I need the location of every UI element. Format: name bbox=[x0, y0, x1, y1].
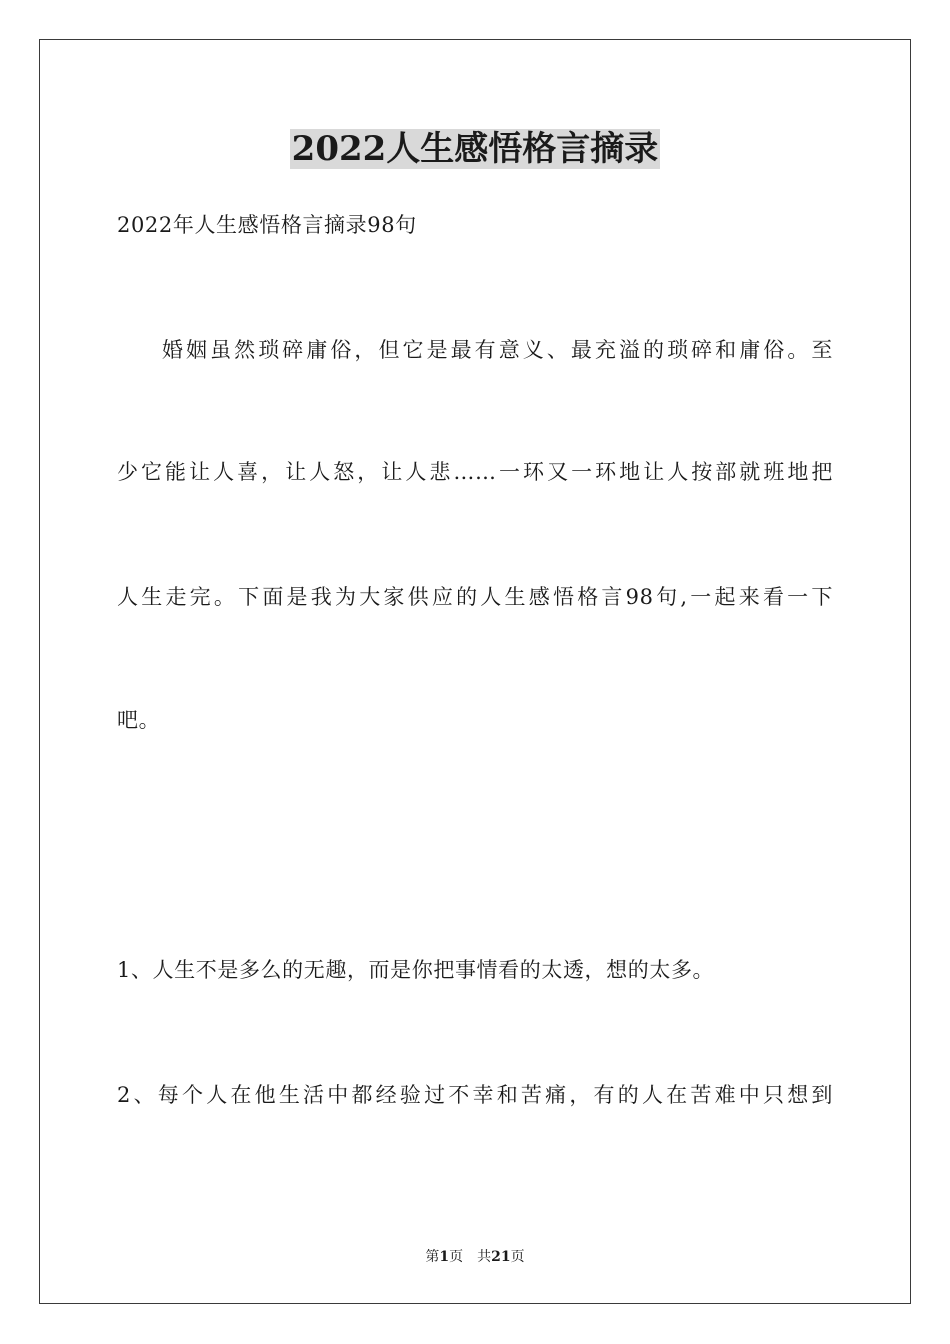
list-item-1: 1、人生不是多么的无趣，而是你把事情看的太透，想的太多。 bbox=[117, 958, 715, 982]
footer-total-pages: 21 bbox=[491, 1249, 511, 1265]
document-title-text: 2022人生感悟格言摘录 bbox=[291, 129, 659, 169]
intro-line-3: 人生走完。下面是我为大家供应的人生感悟格言98句,一起来看一下 bbox=[117, 585, 833, 609]
footer-page-number: 1 bbox=[439, 1249, 450, 1265]
footer-total-prefix: 共 bbox=[477, 1249, 492, 1265]
footer-page-prefix: 第 bbox=[425, 1249, 440, 1265]
intro-line-2: 少它能让人喜，让人怒，让人悲……一环又一环地让人按部就班地把 bbox=[117, 460, 833, 484]
document-subtitle: 2022年人生感悟格言摘录98句 bbox=[117, 213, 417, 237]
footer-page-suffix: 页 bbox=[449, 1249, 464, 1265]
intro-line-4: 吧。 bbox=[117, 708, 161, 732]
page-footer bbox=[0, 1247, 950, 1267]
document-title bbox=[0, 127, 950, 171]
intro-line-1: 婚姻虽然琐碎庸俗，但它是最有意义、最充溢的琐碎和庸俗。至 bbox=[162, 338, 833, 362]
list-item-2: 2、每个人在他生活中都经验过不幸和苦痛，有的人在苦难中只想到 bbox=[117, 1083, 833, 1107]
footer-total-suffix: 页 bbox=[510, 1249, 525, 1265]
